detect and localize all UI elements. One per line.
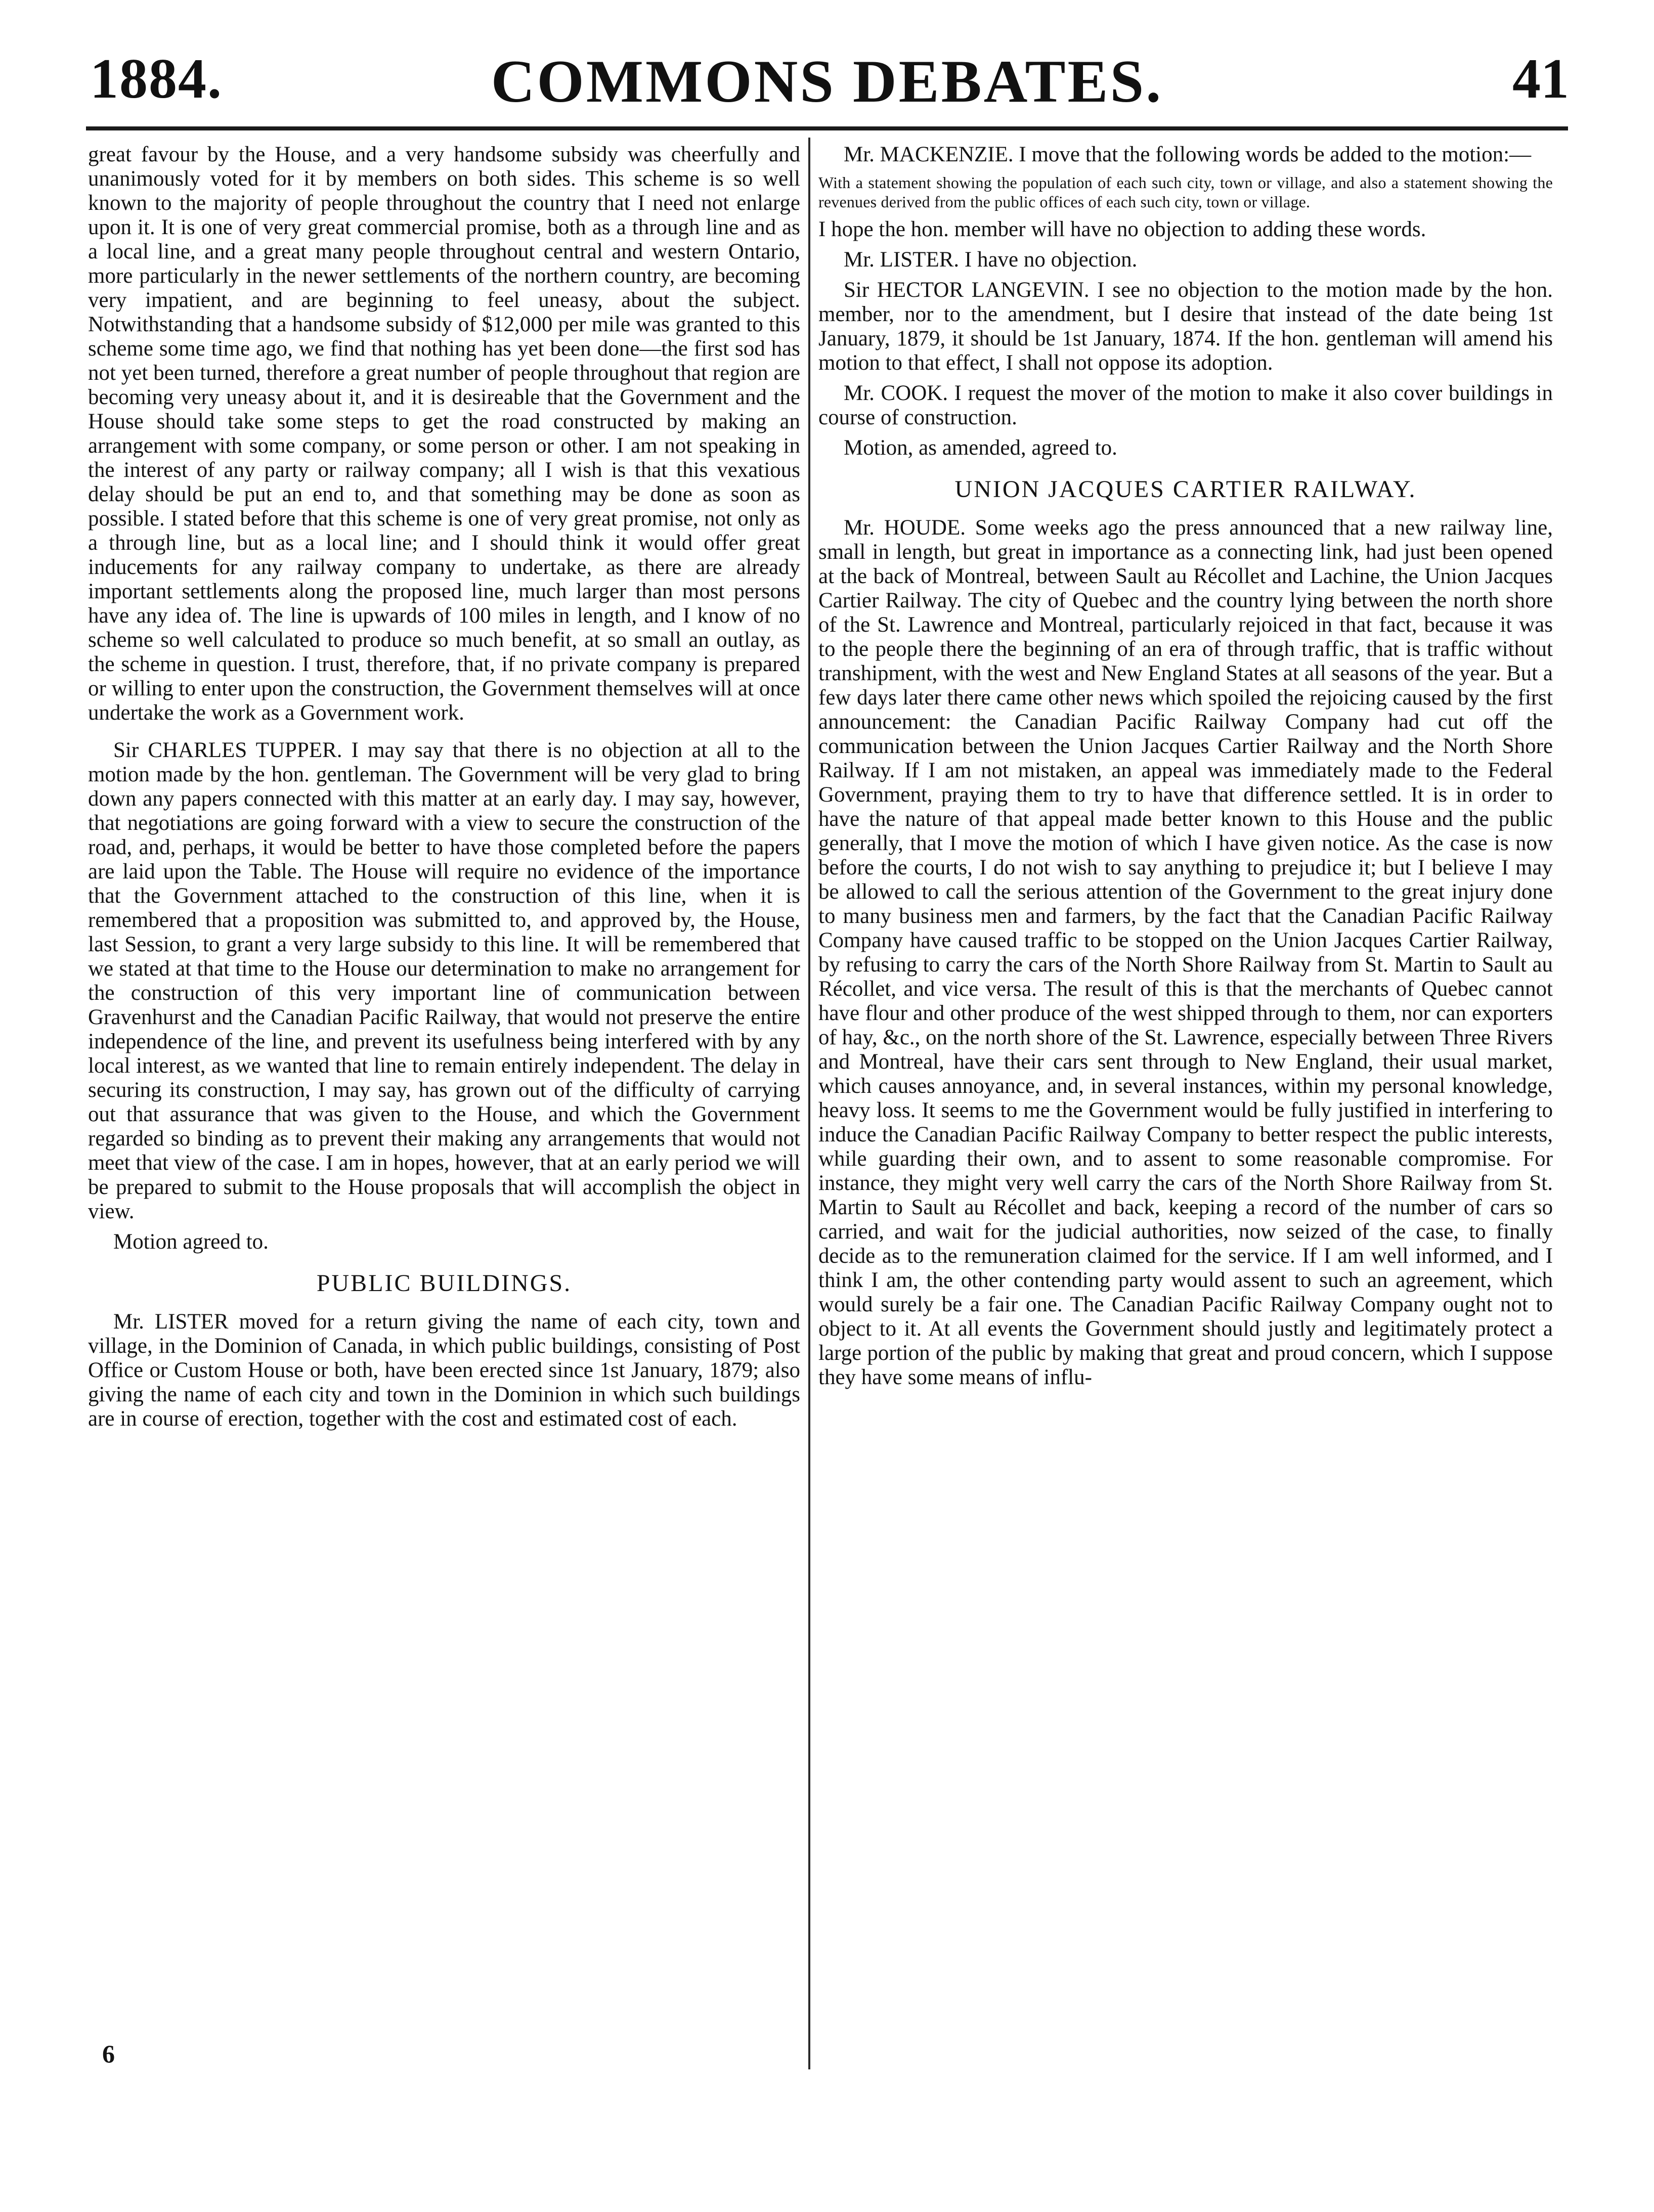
right-column <box>818 143 1553 1396</box>
page-title: COMMONS DEBATES. <box>491 48 1163 115</box>
header-rule <box>86 126 1568 130</box>
lister-reply: Mr. LISTER. I have no objection. <box>844 248 1138 272</box>
langevin-speech: Sir HECTOR LANGEVIN. I see no objection to the motion made by the hon. member, nor to the amendment, but I desire that instead of the date being 1st January, 1879, it should be 1st January, 1874. If the hon. gentleman will amend his motion to that effect, I shall not oppose its adoption. <box>818 278 1553 375</box>
tupper-speech: Sir CHARLES TUPPER. I may say that there is no objection at all to the motion made by the hon. gentleman. The Government will be very glad to bring down any papers connected with this matter at an early day. I may say, however, that negotiations are going forward with a view to secure the construction of the road, and, perhaps, it would be better to have those completed before the papers are laid upon the Table. The House will require no evidence of the importance that the Government attached to the construction of this line, when it is remembered that a proposition was submitted to, and approved by, the House, last Session, to grant a very large subsidy to this line. It will be remembered that we stated at that time to the House our determination to make no arrangement for the construction of this very important line of communication between Gravenhurst and the Canadian Pacific Railway, that would not preserve the entire independence of the line, and prevent its usefulness being interfered with by any local interest, as we wanted that line to remain entirely independent. The delay in securing its construction, I may say, has grown out of the difficulty of carrying out that assurance that was given to the House, and which the Government regarded so binding as to prevent their making any arrangements that would not meet that view of the case. I am in hopes, however, that at an early period we will be prepared to submit to the House proposals that will accomplish the object in view. <box>88 738 800 1223</box>
mackenzie-motion: Mr. MACKENZIE. I move that the following words be added to the motion:— <box>844 143 1532 166</box>
left-column <box>88 143 800 1437</box>
motion-amended-note: Motion, as amended, agreed to. <box>844 436 1117 460</box>
column-divider <box>808 138 810 2069</box>
page-number: 41 <box>1512 48 1569 110</box>
left-paragraph-continuation: great favour by the House, and a very handsome subsidy was cheerfully and unanimously voted for it by members on both sides. This scheme is so well known to the majority of people throughout the country that I need not enlarge upon it. It is one of very great commercial promise, both as a through line and as a local line, and a great many people throughout central and western Ontario, more particularly in the newer settlements of the northern country, are becoming very impatient, and are beginning to feel uneasy, about the subject. Notwithstanding that a handsome subsidy of $12,000 per mile was granted to this scheme some time ago, we find that nothing has yet been done—the first sod has not yet been turned, therefore a great number of people throughout that region are becoming very uneasy about it, and it is desireable that the Government and the House should take some steps to get the road constructed by making an arrangement with some company, or some person or other. I am not speaking in the interest of any party or railway company; all I wish is that this vexatious delay should be put an end to, and that something may be done as soon as possible. I stated before that this scheme is one of very great promise, not only as a through line, but as a local line; and I should think it would offer great inducements for any railway company to undertake, as there are already important settlements along the proposed line, much larger than most persons have any idea of. The line is upwards of 100 miles in length, and I know of no scheme so well calculated to produce so much benefit, at so small an outlay, as the scheme in question. I trust, therefore, that, if no private company is prepared or willing to enter upon the construction, the Government themselves will at once undertake the work as a Government work. <box>88 143 800 725</box>
motion-agreed-note: Motion agreed to. <box>113 1230 269 1254</box>
section-heading-union-jacques-cartier: UNION JACQUES CARTIER RAILWAY. <box>954 476 1417 503</box>
lister-motion: Mr. LISTER moved for a return giving the name of each city, town and village, in the Dominion of Canada, in which public buildings, consisting of Post Office or Custom House or both, have been erected since 1st January, 1879; also giving the name of each city and town in the Dominion in which such buildings are in course of erection, together with the cost and estimated cost of each. <box>88 1310 800 1431</box>
houde-speech: Mr. HOUDE. Some weeks ago the press announced that a new railway line, small in length, but great in importance as a connecting link, had just been opened at the back of Montreal, between Sault au Récollet and Lachine, the Union Jacques Cartier Railway. The city of Quebec and the country lying between the north shore of the St. Lawrence and Montreal, particularly rejoiced in that fact, because it was to the people there the beginning of an era of through traffic, that is traffic without transhipment, with the west and New England States at all seasons of the year. But a few days later there came other news which spoiled the rejoicing caused by the first announcement: the Canadian Pacific Railway Company had cut off the communication between the Union Jacques Cartier Railway and the North Shore Railway. If I am not mistaken, an appeal was immediately made to the Federal Government, praying them to try to have that difference settled. It is in order to have the nature of that appeal made better known to this House and the public generally, that I move the motion of which I have given notice. As the case is now before the courts, I do not wish to say anything to prejudice it; but I believe I may be allowed to call the serious attention of the Government to the great injury done to many business men and farmers, by the fact that the Canadian Pacific Railway Company have caused traffic to be stopped on the Union Jacques Cartier Railway, by refusing to carry the cars of the North Shore Railway from St. Martin to Sault au Récollet, and vice versa. The result of this is that the merchants of Quebec cannot have flour and other produce of the west shipped through to them, nor can exporters of hay, &c., on the north shore of the St. Lawrence, especially between Three Rivers and Montreal, have their cars sent through to New England, their usual market, which causes annoyance, and, in several instances, within my personal knowledge, heavy loss. It seems to me the Government would be fully justified in interfering to induce the Canadian Pacific Railway Company to better respect the public interests, while guarding their own, and to assent to some reasonable compromise. For instance, they might very well carry the cars of the North Shore Railway from St. Martin to Sault au Récollet and back, keeping a record of the number of cars so carried, and wait for the judicial authorities, now seized of the case, to finally decide as to the remuneration claimed for the service. If I am well informed, and I think I am, the other contending party would assent to such an agreement, which would surely be a fair one. The Canadian Pacific Railway Company ought not to object to it. At all events the Government should justly and legitimately protect a large portion of the public by making that great and proud concern, which I suppose they have some means of influ- <box>818 516 1553 1389</box>
section-heading-public-buildings: PUBLIC BUILDINGS. <box>316 1270 572 1297</box>
amendment-quote: With a statement showing the population of each such city, town or village, and also a statement showing the revenues derived from the public offices of each such city, town or village. <box>818 173 1553 211</box>
page-year: 1884. <box>90 48 223 110</box>
mackenzie-remark: I hope the hon. member will have no objection to adding these words. <box>818 217 1426 241</box>
signature-mark: 6 <box>102 2040 115 2068</box>
cook-request: Mr. COOK. I request the mover of the motion to make it also cover buildings in course of construction. <box>818 381 1553 429</box>
